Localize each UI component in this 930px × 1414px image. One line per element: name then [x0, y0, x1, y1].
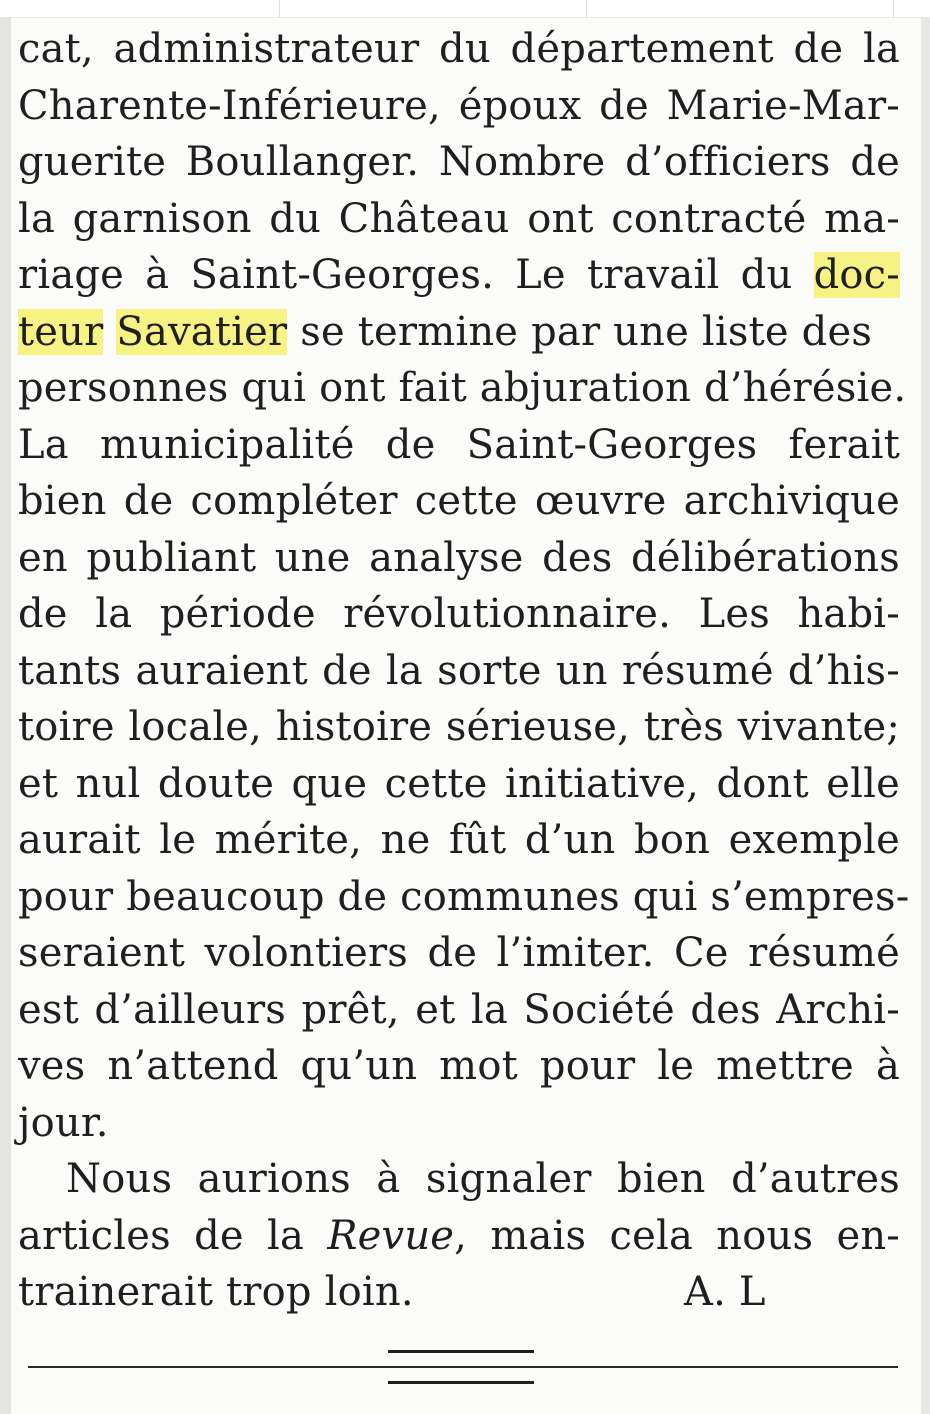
- text-line: aurait le mérite, ne fût d’un bon exemple: [18, 817, 900, 863]
- text-line: guerite Boullanger. Nombre d’officiers de: [18, 139, 900, 185]
- text-line: toire locale, histoire sérieuse, très vivante;: [18, 704, 900, 750]
- text-line: [18, 1208, 900, 1265]
- journal-title: Revue: [327, 1212, 455, 1259]
- author-signature: A. L: [684, 1269, 766, 1315]
- divider-ornament-bottom: [388, 1381, 534, 1384]
- scan-left-margin: [0, 17, 11, 1414]
- text-line: ves n’attend qu’un mot pour le mettre à: [18, 1043, 900, 1089]
- text-line: tants auraient de la sorte un résumé d’his-: [18, 647, 900, 694]
- viewer-top-strip: [0, 0, 930, 18]
- viewer-tab-segment: [0, 0, 280, 17]
- scan-right-margin: [921, 17, 930, 1414]
- text-line: en publiant une analyse des délibérations: [18, 534, 900, 581]
- text-line: bien de compléter cette œuvre archivique: [18, 478, 900, 524]
- text-line: La municipalité de Saint-Georges ferait: [18, 421, 900, 468]
- text-line: [18, 304, 900, 361]
- text-segment: , mais cela nous en-: [454, 1212, 900, 1259]
- text-segment: trainerait trop loin.: [18, 1269, 414, 1315]
- viewer-tab-segment: [280, 0, 587, 17]
- text-line: [18, 1264, 900, 1321]
- text-line: [18, 247, 900, 304]
- text-line: de la période révolutionnaire. Les habi-: [18, 591, 900, 637]
- text-line: et nul doute que cette initiative, dont elle: [18, 760, 900, 807]
- text-line: pour beaucoup de communes qui s’empres-: [18, 873, 910, 920]
- text-segment: riage à Saint-Georges. Le travail du: [18, 252, 814, 298]
- search-highlight: doc-: [813, 252, 900, 298]
- text-line: est d’ailleurs prêt, et la Société des Archi-: [18, 986, 900, 1033]
- search-highlight: Savatier: [116, 308, 288, 355]
- viewer-tab-segment: [587, 0, 894, 17]
- text-line: Nous aurions à signaler bien d’autres: [66, 1156, 900, 1202]
- text-line: Charente-Inférieure, époux de Marie-Mar-: [18, 82, 900, 129]
- text-line: jour.: [18, 1099, 109, 1146]
- search-highlight: teur: [18, 308, 104, 355]
- text-line: la garnison du Château ont contracté ma-: [18, 195, 900, 242]
- section-divider-rule: [28, 1366, 898, 1368]
- divider-ornament-top: [388, 1350, 534, 1353]
- text-line: seraient volontiers de l’imiter. Ce résumé: [18, 930, 900, 976]
- text-line: personnes qui ont fait abjuration d’hérésie.: [18, 365, 907, 411]
- text-line: cat, administrateur du département de la: [18, 26, 900, 72]
- text-segment: se termine par une liste des: [287, 308, 873, 355]
- article-text-column: [18, 21, 910, 1321]
- text-segment: articles de la: [18, 1212, 328, 1259]
